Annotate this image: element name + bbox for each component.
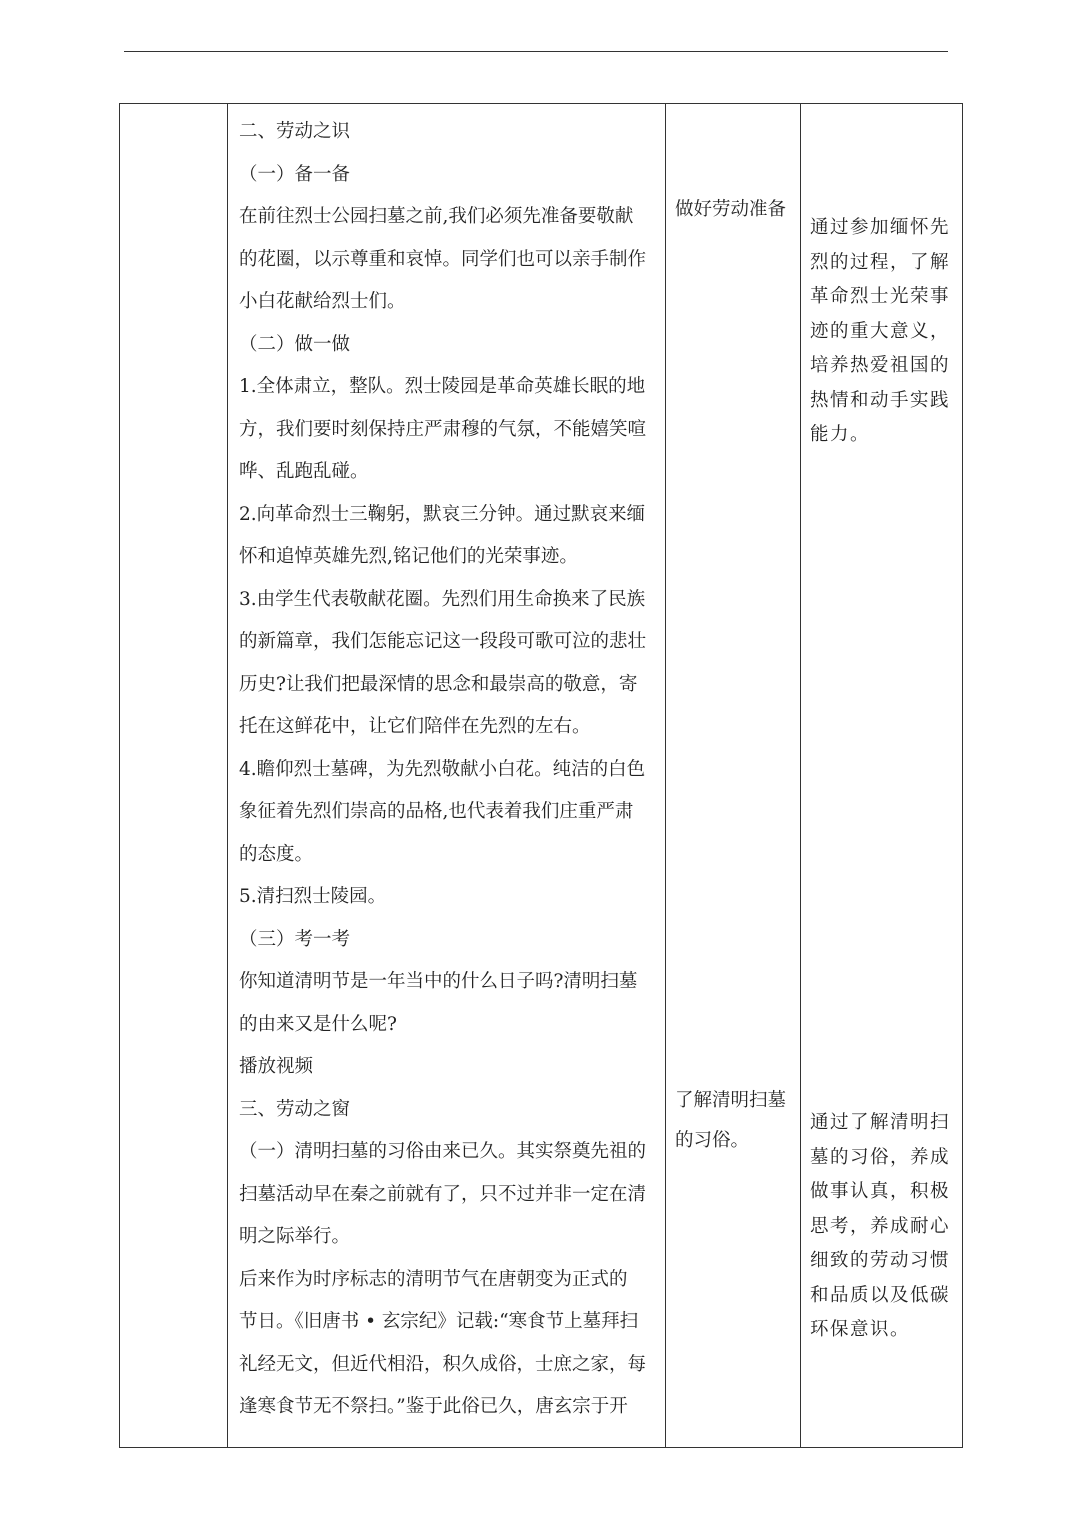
column-divider-1 [227, 104, 228, 1447]
content-line: 的由来又是什么呢? [239, 1013, 397, 1035]
lesson-plan-table [119, 103, 963, 1448]
section-heading-window: 三、劳动之窗 [239, 1098, 351, 1120]
content-line: 的新篇章，我们怎能忘记这一段段可歌可泣的悲壮 [239, 631, 647, 652]
activity-line: 了解清明扫墓 [675, 1090, 787, 1111]
content-line: （一）清明扫墓的习俗由来已久。其实祭奠先祖的 [239, 1141, 647, 1162]
intent-line: 培养热爱祖国的 [810, 355, 951, 376]
content-line: 4.瞻仰烈士墓碑，为先烈敬献小白花。纯洁的白色 [239, 758, 646, 780]
content-line: 礼经无文，但近代相沿，积久成俗，士庶之家，每 [239, 1353, 647, 1375]
content-line: 5.清扫烈士陵园。 [239, 886, 387, 907]
student-activity-1 [675, 190, 805, 230]
content-line: 3.由学生代表敬献花圈。先烈们用生命换来了民族 [239, 588, 646, 610]
intent-line: 细致的劳动习惯 [810, 1250, 951, 1271]
content-line: 托在这鲜花中，让它们陪伴在先烈的左右。 [239, 716, 591, 737]
intent-line: 环保意识。 [810, 1319, 911, 1340]
intent-line: 革命烈士光荣事 [810, 286, 951, 307]
content-line: 象征着先烈们崇高的品格,也代表着我们庄重严肃 [239, 801, 634, 822]
activity-line: 的习俗。 [675, 1130, 750, 1151]
content-line: 1.全体肃立，整队。烈士陵园是革命英雄长眠的地 [239, 376, 646, 397]
intent-line: 迹的重大意义， [810, 320, 951, 342]
content-line: 明之际举行。 [239, 1226, 351, 1247]
design-intent-1 [810, 211, 960, 453]
content-line: 怀和追悼英雄先烈,铭记他们的光荣事迹。 [239, 546, 578, 567]
intent-line: 和品质以及低碳 [810, 1284, 951, 1306]
content-line: 的花圈，以示尊重和哀悼。同学们也可以亲手制作 [239, 248, 647, 270]
content-line: 在前往烈士公园扫墓之前,我们必须先准备要敬献 [239, 206, 634, 227]
content-line: 的态度。 [239, 843, 314, 865]
section-heading-knowledge: 二、劳动之识 [239, 121, 351, 142]
content-line: 哗、乱跑乱碰。 [239, 461, 369, 482]
subheading-quiz: （三）考一考 [239, 928, 351, 950]
content-line: 后来作为时序标志的清明节气在唐朝变为正式的 [239, 1268, 628, 1290]
stage-cell [120, 104, 227, 1447]
subheading-prepare: （一）备一备 [239, 163, 351, 185]
content-line: 播放视频 [239, 1056, 314, 1077]
content-line: 2.向革命烈士三鞠躬，默哀三分钟。通过默哀来缅 [239, 503, 646, 525]
intent-line: 通过了解清明扫 [810, 1112, 951, 1133]
header-rule [124, 51, 948, 52]
content-line: 方，我们要时刻保持庄严肃穆的气氛，不能嬉笑喧 [239, 418, 647, 440]
intent-line: 烈的过程，了解 [810, 251, 951, 273]
teaching-content-cell [229, 104, 667, 1429]
student-activity-2 [675, 1081, 805, 1161]
column-divider-3 [800, 104, 801, 1447]
design-intent-2 [810, 1106, 960, 1348]
intent-line: 做事认真，积极 [810, 1181, 951, 1202]
content-line: 逢寒食节无不祭扫。”鉴于此俗已久，唐玄宗于开 [239, 1396, 628, 1417]
intent-line: 墓的习俗，养成 [810, 1146, 951, 1168]
intent-line: 能力。 [810, 424, 871, 445]
intent-line: 热情和动手实践 [810, 389, 951, 411]
content-line: 节日。《旧唐书 • 玄宗纪》记载:“寒食节上墓拜扫 [239, 1311, 639, 1332]
intent-line: 思考，养成耐心 [810, 1215, 951, 1237]
content-line: 扫墓活动早在秦之前就有了，只不过并非一定在清 [239, 1183, 647, 1205]
activity-line: 做好劳动准备 [675, 199, 787, 220]
content-line: 历史?让我们把最深情的思念和最崇高的敬意，寄 [239, 673, 638, 695]
subheading-do: （二）做一做 [239, 333, 351, 355]
content-line: 你知道清明节是一年当中的什么日子吗?清明扫墓 [239, 971, 638, 992]
content-line: 小白花献给烈士们。 [239, 291, 406, 312]
intent-line: 通过参加缅怀先 [810, 217, 951, 238]
